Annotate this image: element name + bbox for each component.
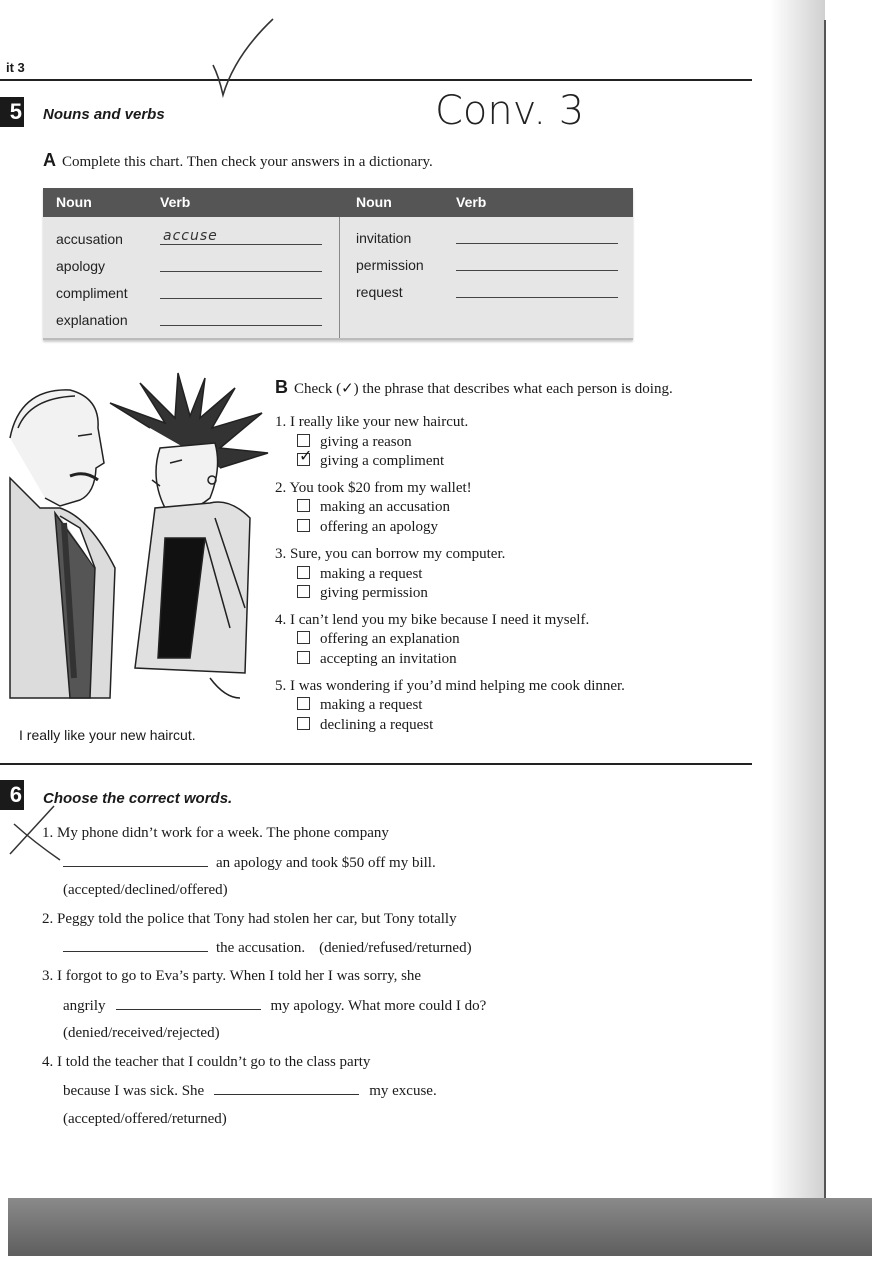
word-choices: (accepted/offered/returned) <box>63 1111 227 1127</box>
illustration-two-men <box>0 368 272 720</box>
option-row[interactable] <box>297 717 433 734</box>
question-text: the accusation. <box>216 940 306 956</box>
option-label: declining a request <box>320 717 434 733</box>
question-text: 2. You took $20 from my wallet! <box>275 480 472 496</box>
question-line <box>63 854 436 872</box>
option-row[interactable] <box>297 434 412 451</box>
question-text: 2. Peggy told the police that Tony had stolen her car, but Tony totally <box>42 911 457 927</box>
page-edge-shadow <box>770 0 825 1200</box>
question-text: because I was sick. She <box>63 1083 205 1099</box>
illustration-caption: I really like your new haircut. <box>19 727 196 743</box>
verb-blank[interactable] <box>160 298 322 299</box>
question-text: 5. I was wondering if you’d mind helping me cook dinner. <box>275 678 625 694</box>
noun-verb-chart <box>43 188 633 340</box>
option-row[interactable] <box>297 697 422 714</box>
checkbox[interactable] <box>297 585 310 598</box>
option-row[interactable] <box>297 499 450 516</box>
scan-bottom-band <box>8 1198 872 1256</box>
noun-cell: explanation <box>56 312 128 328</box>
word-choices: (denied/refused/returned) <box>319 940 472 956</box>
option-label: making a request <box>320 697 423 713</box>
noun-cell: invitation <box>356 230 412 246</box>
question-text: an apology and took $50 off my bill. <box>216 855 436 871</box>
checkbox[interactable] <box>297 651 310 664</box>
answer-blank[interactable] <box>116 997 261 1010</box>
checkbox[interactable] <box>297 499 310 512</box>
question-text: my excuse. <box>369 1083 437 1099</box>
question-line <box>63 939 472 957</box>
noun-cell: apology <box>56 258 106 274</box>
option-label: making a request <box>320 566 423 582</box>
checkbox[interactable] <box>297 519 310 532</box>
header-rule <box>0 79 752 81</box>
chart-divider <box>339 217 340 338</box>
question-text: 3. Sure, you can borrow my computer. <box>275 546 506 562</box>
question-text: 1. My phone didn’t work for a week. The phone company <box>42 825 389 841</box>
option-label: giving a compliment <box>320 453 445 469</box>
handwritten-check-mark <box>205 15 280 100</box>
header-noun: Noun <box>356 194 392 210</box>
option-row[interactable] <box>297 446 445 470</box>
answer-blank[interactable] <box>63 939 208 952</box>
question-text: my apology. What more could I do? <box>270 998 487 1014</box>
verb-blank[interactable] <box>456 297 618 298</box>
instruction-text: Complete this chart. Then check your answers in a dictionary. <box>62 154 433 170</box>
chart-header <box>43 188 633 217</box>
option-label: giving a reason <box>320 434 412 450</box>
section-title: Choose the correct words. <box>43 790 233 807</box>
handwritten-note: Conv. 3 <box>435 88 585 134</box>
verb-blank[interactable] <box>160 271 322 272</box>
part-b-instruction <box>275 377 673 398</box>
section-number: 6 <box>0 780 24 810</box>
header-verb: Verb <box>456 194 487 210</box>
checkbox[interactable] <box>297 566 310 579</box>
verb-blank[interactable] <box>456 243 618 244</box>
section-number: 5 <box>0 97 24 127</box>
noun-cell: permission <box>356 257 424 273</box>
question-text: 4. I told the teacher that I couldn’t go to the class party <box>42 1054 371 1070</box>
question-line <box>63 997 486 1015</box>
part-letter: A <box>43 150 56 170</box>
option-label: accepting an invitation <box>320 651 457 667</box>
verb-blank[interactable] <box>160 244 322 245</box>
word-choices: (denied/received/rejected) <box>63 1025 220 1041</box>
header-noun: Noun <box>56 194 92 210</box>
option-row[interactable] <box>297 585 428 602</box>
unit-label: it 3 <box>6 60 25 75</box>
section-rule <box>0 763 752 765</box>
option-row[interactable] <box>297 519 438 536</box>
section-title: Nouns and verbs <box>43 106 165 123</box>
option-row[interactable] <box>297 566 422 583</box>
option-row[interactable] <box>297 651 457 668</box>
part-a-instruction <box>43 150 433 171</box>
instruction-text: Check (✓) the phrase that describes what each person is doing. <box>294 381 673 397</box>
part-letter: B <box>275 377 288 397</box>
question-line <box>63 1082 437 1100</box>
option-row[interactable] <box>297 631 460 648</box>
checkbox[interactable] <box>297 697 310 710</box>
question-text: angrily <box>63 998 106 1014</box>
answer-blank[interactable] <box>63 854 208 867</box>
option-label: giving permission <box>320 585 428 601</box>
checkbox[interactable] <box>297 631 310 644</box>
question-text: 1. I really like your new haircut. <box>275 414 469 430</box>
word-choices: (accepted/declined/offered) <box>63 882 228 898</box>
checkbox[interactable] <box>297 717 310 730</box>
noun-cell: accusation <box>56 231 123 247</box>
page-edge-line <box>824 20 826 1200</box>
noun-cell: request <box>356 284 403 300</box>
answer-blank[interactable] <box>214 1082 359 1095</box>
option-label: offering an apology <box>320 519 439 535</box>
option-label: offering an explanation <box>320 631 460 647</box>
verb-blank[interactable] <box>160 325 322 326</box>
check-icon: ✓ <box>299 446 313 465</box>
question-text: 3. I forgot to go to Eva’s party. When I told her I was sorry, she <box>42 968 422 984</box>
noun-cell: compliment <box>56 285 128 301</box>
verb-blank[interactable] <box>456 270 618 271</box>
question-text: 4. I can’t lend you my bike because I need it myself. <box>275 612 590 628</box>
checkbox-checked[interactable] <box>297 446 313 466</box>
header-verb: Verb <box>160 194 191 210</box>
verb-answer[interactable]: accuse <box>163 228 218 244</box>
option-label: making an accusation <box>320 499 450 515</box>
